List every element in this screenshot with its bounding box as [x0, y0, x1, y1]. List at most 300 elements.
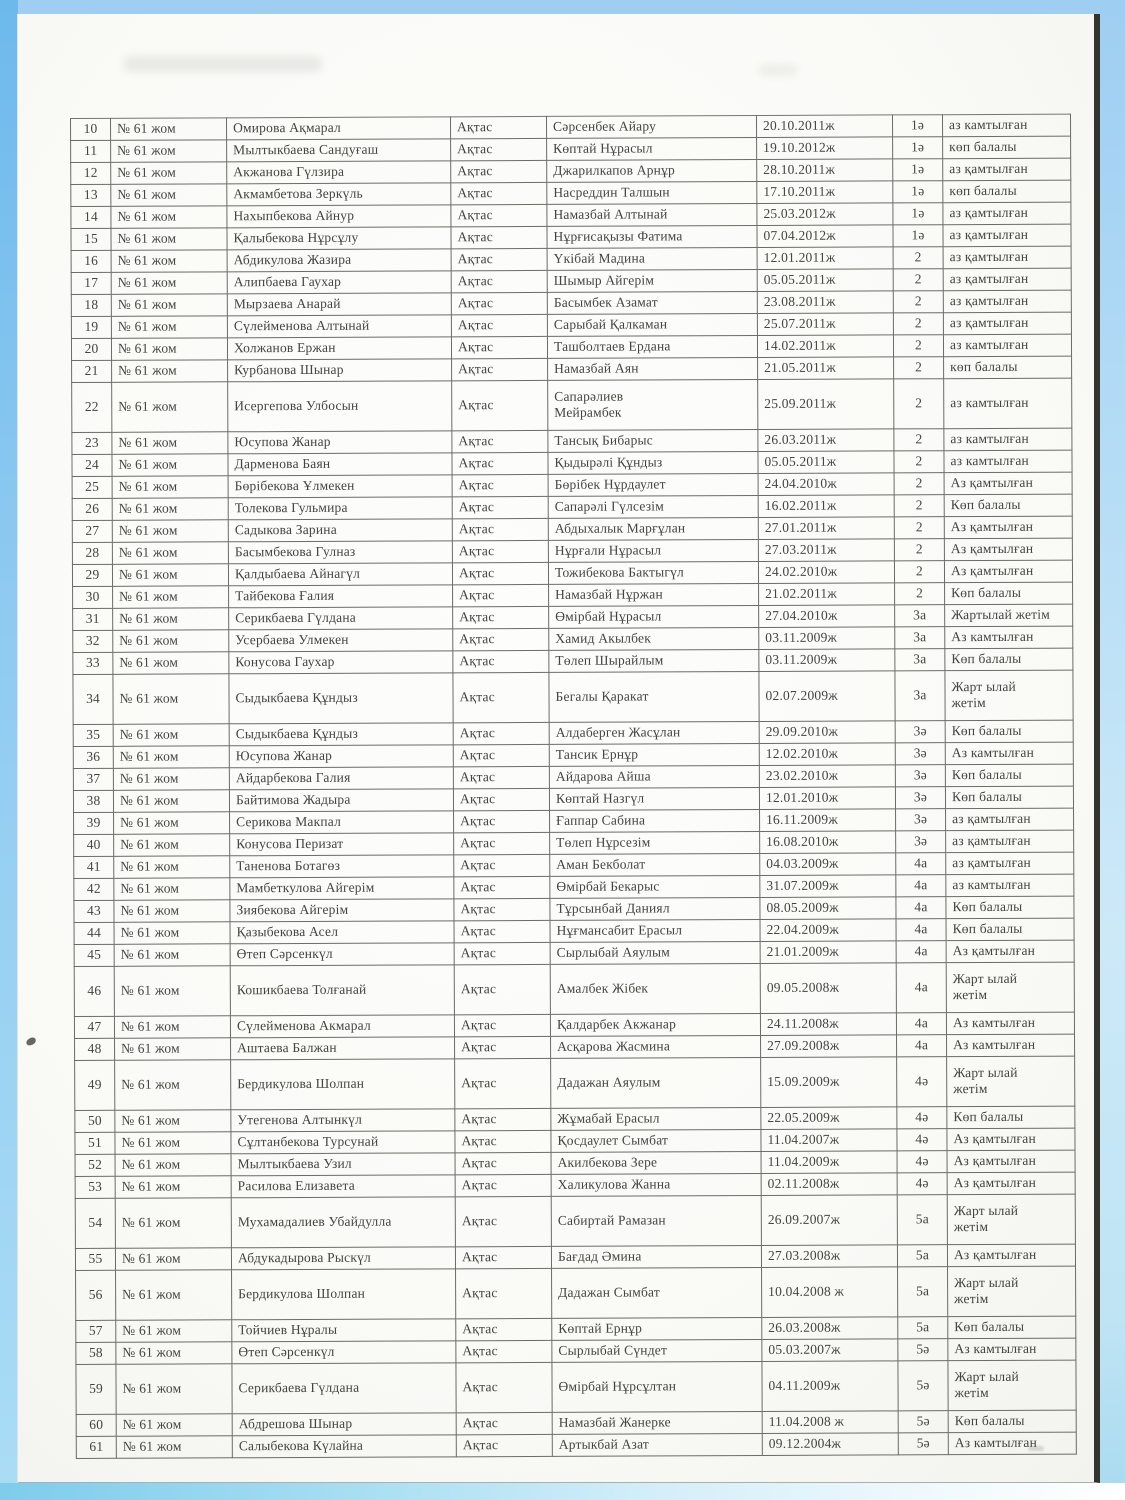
cell-village: Ақтас	[455, 1058, 551, 1108]
cell-status: Көп балалы	[946, 918, 1074, 941]
cell-status: аз қамтылған	[946, 830, 1074, 853]
cell-grade: 3ә	[895, 787, 945, 809]
cell-dob: 14.02.2011ж	[757, 335, 893, 358]
table-row	[74, 962, 1074, 1016]
cell-village: Ақтас	[452, 474, 548, 496]
cell-village: Ақтас	[452, 358, 548, 380]
cell-grade: 4а	[896, 963, 946, 1013]
cell-dob: 15.09.2009ж	[761, 1057, 897, 1108]
cell-school: № 61 жом	[116, 1342, 232, 1365]
cell-grade: 3ә	[895, 721, 945, 743]
cell-village: Ақтас	[452, 430, 548, 452]
cell-parent: Мамбеткулова Айгерім	[230, 877, 454, 900]
cell-parent: Кошикбаева Толғанай	[230, 965, 454, 1016]
cell-status: Жарт ылай жетім	[947, 1056, 1075, 1107]
cell-parent: Таненова Ботагөз	[230, 855, 454, 878]
cell-grade: 2	[893, 269, 943, 291]
cell-n: 15	[71, 228, 111, 250]
cell-n: 41	[74, 856, 114, 878]
cell-status: Аз қамтылған	[947, 1244, 1075, 1267]
cell-parent: Садыкова Зарина	[228, 519, 452, 542]
cell-school: № 61 жом	[111, 206, 227, 229]
cell-school: № 61 жом	[112, 432, 228, 455]
cell-school: № 61 жом	[112, 564, 228, 587]
cell-school: № 61 жом	[112, 476, 228, 499]
cell-dob: 28.10.2011ж	[757, 159, 893, 182]
cell-n: 47	[74, 1016, 114, 1038]
cell-grade: 5ә	[898, 1339, 948, 1361]
cell-grade: 4а	[896, 853, 946, 875]
cell-school: № 61 жом	[112, 542, 228, 565]
cell-village: Ақтас	[451, 292, 547, 314]
cell-child: Төлеп Нұрсезім	[550, 831, 760, 854]
cell-parent: Қазыбекова Асел	[230, 921, 454, 944]
cell-n: 21	[72, 360, 112, 382]
cell-child: Нұрғисақызы Фатима	[547, 226, 757, 249]
cell-grade: 3а	[895, 627, 945, 649]
cell-dob: 16.02.2011ж	[758, 495, 894, 518]
cell-n: 42	[74, 878, 114, 900]
cell-n: 33	[73, 652, 113, 674]
cell-parent: Холжанов Ержан	[227, 337, 451, 360]
cell-n: 18	[71, 294, 111, 316]
cell-status: аз қамтылған	[943, 246, 1071, 269]
cell-grade: 4ә	[897, 1129, 947, 1151]
cell-parent: Абдрешова Шынар	[232, 1413, 456, 1436]
cell-child: Көптай Нұрасыл	[547, 138, 757, 161]
cell-child: Дадажан Аяулым	[551, 1057, 761, 1108]
cell-status: Көп балалы	[945, 720, 1073, 743]
cell-school: № 61 жом	[113, 652, 229, 675]
cell-n: 61	[76, 1436, 116, 1458]
cell-village: Ақтас	[456, 1340, 552, 1362]
cell-status: Аз камтылған	[946, 1012, 1074, 1035]
cell-n: 23	[72, 432, 112, 454]
cell-grade: 4ә	[897, 1151, 947, 1173]
cell-status: аз қамтылған	[943, 202, 1071, 225]
cell-school: № 61 жом	[111, 294, 227, 317]
cell-school: № 61 жом	[114, 856, 230, 879]
table-row	[75, 1056, 1075, 1110]
cell-parent: Утегенова Алтынкүл	[231, 1109, 455, 1132]
cell-child: Намазбай Жанерке	[552, 1411, 762, 1434]
cell-village: Ақтас	[455, 1174, 551, 1196]
cell-child: Бөрібек Нұрдаулет	[548, 474, 758, 497]
cell-n: 36	[73, 746, 113, 768]
cell-child: Халикулова Жанна	[551, 1173, 761, 1196]
cell-parent: Акмамбетова Зеркүль	[227, 183, 451, 206]
cell-dob: 25.07.2011ж	[757, 313, 893, 336]
cell-n: 50	[75, 1110, 115, 1132]
cell-grade: 4ә	[897, 1057, 947, 1107]
cell-status: аз қамтылған	[946, 808, 1074, 831]
cell-status: Көп балалы	[946, 896, 1074, 919]
cell-school: № 61 жом	[116, 1364, 232, 1415]
cell-child: Ғаппар Сабина	[550, 809, 760, 832]
records-table-body	[71, 114, 1077, 1458]
cell-village: Ақтас	[451, 138, 547, 160]
cell-status: Жарт ылай жетім	[946, 962, 1074, 1013]
cell-status: Аз қамтылған	[947, 1150, 1075, 1173]
cell-school: № 61 жом	[115, 1038, 231, 1061]
cell-dob: 21.01.2009ж	[760, 941, 896, 964]
cell-grade: 5а	[898, 1317, 948, 1339]
cell-village: Ақтас	[453, 672, 549, 722]
cell-n: 44	[74, 922, 114, 944]
cell-child: Акилбекова Зере	[551, 1151, 761, 1174]
cell-child: Нұғмансабит Ерасыл	[550, 919, 760, 942]
cell-village: Ақтас	[453, 606, 549, 628]
cell-grade: 1ә	[893, 137, 943, 159]
cell-parent: Бердикулова Шолпан	[232, 1269, 456, 1320]
cell-parent: Усербаева Улмекен	[229, 629, 453, 652]
cell-parent: Серикбаева Гүлдана	[232, 1363, 456, 1414]
cell-village: Ақтас	[451, 182, 547, 204]
cell-dob: 08.05.2009ж	[760, 897, 896, 920]
cell-school: № 61 жом	[115, 1110, 231, 1133]
cell-dob: 27.09.2008ж	[761, 1035, 897, 1058]
cell-status: Аз қамтылған	[947, 1172, 1075, 1195]
cell-status: аз камтылған	[944, 428, 1072, 451]
cell-child: Аман Бекболат	[550, 853, 760, 876]
document-page	[18, 14, 1100, 1483]
cell-child: Қалдарбек Акжанар	[550, 1013, 760, 1036]
cell-child: Амалбек Жібек	[550, 963, 760, 1014]
cell-school: № 61 жом	[114, 900, 230, 923]
cell-status: Аз қамтылған	[947, 1128, 1075, 1151]
cell-dob: 26.03.2008ж	[762, 1317, 898, 1340]
cell-school: № 61 жом	[112, 520, 228, 543]
cell-village: Ақтас	[454, 810, 550, 832]
cell-grade: 2	[894, 357, 944, 379]
cell-child: Көптай Назгүл	[549, 787, 759, 810]
cell-status: Аз камтылған	[947, 1034, 1075, 1057]
cell-n: 35	[73, 724, 113, 746]
cell-status: аз қамтылған	[943, 268, 1071, 291]
cell-child: Бағдад Әмина	[551, 1245, 761, 1268]
cell-child: Дадажан Сымбат	[552, 1267, 762, 1318]
cell-status: Көп балалы	[948, 1316, 1076, 1339]
cell-village: Ақтас	[452, 518, 548, 540]
table-row	[76, 1360, 1076, 1414]
cell-status: Аз қамтылған	[944, 472, 1072, 495]
cell-n: 37	[73, 768, 113, 790]
cell-n: 30	[73, 586, 113, 608]
cell-parent: Сыдыкбаева Құндыз	[229, 673, 453, 724]
cell-grade: 4ә	[897, 1107, 947, 1129]
cell-school: № 61 жом	[113, 608, 229, 631]
cell-status: Көп балалы	[945, 648, 1073, 671]
cell-n: 59	[76, 1364, 116, 1414]
cell-school: № 61 жом	[112, 498, 228, 521]
cell-status: Жарт ылай жетім	[948, 1266, 1076, 1317]
cell-dob: 27.04.2010ж	[759, 605, 895, 628]
cell-dob: 20.10.2011ж	[756, 115, 892, 138]
cell-parent: Конусова Перизат	[230, 833, 454, 856]
cell-grade: 2	[895, 583, 945, 605]
cell-school: № 61 жом	[114, 966, 230, 1017]
cell-village: Ақтас	[452, 380, 548, 430]
cell-child: Тансық Бибарыс	[548, 430, 758, 453]
cell-dob: 16.11.2009ж	[760, 809, 896, 832]
cell-dob: 27.01.2011ж	[758, 517, 894, 540]
cell-village: Ақтас	[451, 270, 547, 292]
cell-dob: 26.09.2007ж	[761, 1195, 897, 1246]
cell-n: 10	[71, 118, 111, 140]
cell-village: Ақтас	[455, 1130, 551, 1152]
cell-dob: 12.01.2010ж	[759, 787, 895, 810]
cell-parent: Конусова Гаухар	[229, 651, 453, 674]
cell-grade: 3а	[895, 605, 945, 627]
cell-status: аз қамтылған	[943, 312, 1071, 335]
cell-n: 54	[75, 1198, 115, 1248]
cell-dob: 03.11.2009ж	[759, 649, 895, 672]
cell-status: аз камтылған	[946, 874, 1074, 897]
cell-status: аз қамтылған	[943, 158, 1071, 181]
cell-child: Абдыхалык Марғұлан	[548, 518, 758, 541]
cell-dob: 27.03.2011ж	[758, 539, 894, 562]
cell-dob: 19.10.2012ж	[757, 137, 893, 160]
cell-dob: 11.04.2008 ж	[762, 1411, 898, 1434]
cell-parent: Басымбекова Гулназ	[228, 541, 452, 564]
cell-village: Ақтас	[454, 964, 550, 1014]
cell-dob: 09.05.2008ж	[760, 963, 896, 1014]
cell-village: Ақтас	[456, 1362, 552, 1412]
cell-status: аз камтылған	[942, 114, 1070, 137]
cell-parent: Мырзаева Анарай	[227, 293, 451, 316]
cell-status: Аз камтылған	[948, 1432, 1076, 1455]
cell-school: № 61 жом	[111, 250, 227, 273]
cell-child: Намазбай Нұржан	[549, 584, 759, 607]
cell-child: Хамид Акылбек	[549, 627, 759, 650]
cell-parent: Юсупова Жанар	[228, 431, 452, 454]
cell-school: № 61 жом	[114, 878, 230, 901]
cell-child: Сабиртай Рамазан	[551, 1195, 761, 1246]
cell-parent: Өтеп Сәрсенкүл	[232, 1341, 456, 1364]
cell-grade: 3а	[895, 671, 945, 721]
cell-status: аз қамтылған	[943, 290, 1071, 313]
cell-status: аз камтылған	[944, 378, 1072, 429]
cell-child: Алдаберген Жасұлан	[549, 721, 759, 744]
cell-dob: 27.03.2008ж	[761, 1245, 897, 1268]
cell-school: № 61 жом	[116, 1414, 232, 1437]
cell-grade: 5а	[897, 1195, 947, 1245]
cell-parent: Салыбекова Күлайна	[232, 1435, 456, 1458]
cell-dob: 24.02.2010ж	[758, 561, 894, 584]
cell-status: Жарт ылай жетім	[947, 1194, 1075, 1245]
cell-school: № 61 жом	[113, 768, 229, 791]
cell-child: Насреддин Талшын	[547, 182, 757, 205]
cell-village: Ақтас	[451, 160, 547, 182]
cell-school: № 61 жом	[113, 630, 229, 653]
table-row	[73, 670, 1073, 724]
cell-child: Өмірбай Бекарыс	[550, 875, 760, 898]
cell-n: 43	[74, 900, 114, 922]
cell-child: Намазбай Алтынай	[547, 204, 757, 227]
cell-grade: 3ә	[895, 743, 945, 765]
cell-school: № 61 жом	[111, 140, 227, 163]
cell-n: 14	[71, 206, 111, 228]
cell-parent: Сұлтанбекова Турсунай	[231, 1131, 455, 1154]
cell-child: Тожибекова Бактыгүл	[548, 562, 758, 585]
cell-parent: Серикова Макпал	[230, 811, 454, 834]
cell-village: Ақтас	[456, 1318, 552, 1340]
cell-n: 26	[72, 498, 112, 520]
cell-dob: 04.03.2009ж	[760, 853, 896, 876]
cell-parent: Зиябекова Айгерім	[230, 899, 454, 922]
cell-n: 38	[73, 790, 113, 812]
cell-school: № 61 жом	[115, 1132, 231, 1155]
cell-school: № 61 жом	[111, 316, 227, 339]
records-table-wrap	[70, 114, 1077, 1459]
cell-dob: 23.08.2011ж	[757, 291, 893, 314]
cell-village: Ақтас	[451, 226, 547, 248]
cell-dob: 05.05.2011ж	[758, 451, 894, 474]
cell-grade: 2	[894, 539, 944, 561]
cell-parent: Серикбаева Гүлдана	[229, 607, 453, 630]
cell-n: 51	[75, 1132, 115, 1154]
cell-village: Ақтас	[454, 832, 550, 854]
cell-village: Ақтас	[454, 942, 550, 964]
cell-parent: Қалыбекова Нұрсұлу	[227, 227, 451, 250]
cell-child: Айдарова Айша	[549, 765, 759, 788]
cell-dob: 25.03.2012ж	[757, 203, 893, 226]
cell-grade: 3ә	[895, 765, 945, 787]
cell-dob: 26.03.2011ж	[758, 429, 894, 452]
cell-village: Ақтас	[451, 204, 547, 226]
cell-grade: 5а	[898, 1267, 948, 1317]
cell-n: 16	[71, 250, 111, 272]
cell-n: 57	[76, 1320, 116, 1342]
cell-village: Ақтас	[452, 562, 548, 584]
cell-school: № 61 жом	[116, 1436, 232, 1459]
cell-school: № 61 жом	[111, 338, 227, 361]
cell-parent: Бөрібекова Ұлмекен	[228, 475, 452, 498]
cell-n: 28	[72, 542, 112, 564]
cell-n: 20	[71, 338, 111, 360]
cell-dob: 21.05.2011ж	[758, 357, 894, 380]
cell-grade: 2	[894, 561, 944, 583]
cell-school: № 61 жом	[112, 454, 228, 477]
cell-village: Ақтас	[454, 854, 550, 876]
cell-village: Ақтас	[456, 1434, 552, 1456]
cell-school: № 61 жом	[113, 586, 229, 609]
cell-school: № 61 жом	[115, 1176, 231, 1199]
cell-dob: 22.04.2009ж	[760, 919, 896, 942]
table-row	[75, 1194, 1075, 1248]
cell-grade: 5а	[897, 1245, 947, 1267]
cell-child: Сапарәлиев Мейрамбек	[548, 380, 758, 431]
cell-parent: Курбанова Шынар	[228, 359, 452, 382]
cell-parent: Омирова Ақмарал	[227, 117, 451, 140]
cell-child: Тансик Ернұр	[549, 743, 759, 766]
cell-child: Асқарова Жасмина	[551, 1035, 761, 1058]
cell-parent: Алипбаева Гаухар	[227, 271, 451, 294]
cell-grade: 2	[894, 379, 944, 429]
cell-child: Намазбай Аян	[548, 358, 758, 381]
cell-n: 24	[72, 454, 112, 476]
cell-n: 19	[71, 316, 111, 338]
cell-school: № 61 жом	[111, 162, 227, 185]
cell-parent: Абдукадырова Рыскүл	[231, 1247, 455, 1270]
cell-village: Ақтас	[453, 628, 549, 650]
cell-parent: Сүлейменова Акмарал	[230, 1015, 454, 1038]
cell-child: Нұрғали Нұрасыл	[548, 540, 758, 563]
cell-grade: 3ә	[896, 831, 946, 853]
cell-village: Ақтас	[454, 1014, 550, 1036]
cell-village: Ақтас	[451, 314, 547, 336]
cell-dob: 23.02.2010ж	[759, 765, 895, 788]
cell-n: 40	[74, 834, 114, 856]
cell-n: 45	[74, 944, 114, 966]
cell-parent: Толекова Гульмира	[228, 497, 452, 520]
table-row	[72, 378, 1072, 432]
cell-grade: 4а	[897, 1035, 947, 1057]
cell-child: Өмірбай Нұрсұлтан	[552, 1361, 762, 1412]
cell-parent: Юсупова Жанар	[229, 745, 453, 768]
cell-status: көп балалы	[944, 356, 1072, 379]
cell-n: 29	[72, 564, 112, 586]
cell-n: 53	[75, 1176, 115, 1198]
table-row	[76, 1266, 1076, 1320]
cell-status: Аз қамтылған	[944, 516, 1072, 539]
cell-dob: 12.01.2011ж	[757, 247, 893, 270]
cell-child: Өмірбай Нұрасыл	[549, 605, 759, 628]
cell-child: Бегалы Қаракат	[549, 671, 759, 722]
cell-child: Сәрсенбек Айару	[546, 116, 756, 139]
cell-school: № 61 жом	[113, 790, 229, 813]
scan-bottom-band	[0, 1483, 1125, 1500]
cell-parent: Абдикулова Жазира	[227, 249, 451, 272]
cell-n: 55	[75, 1248, 115, 1270]
cell-village: Ақтас	[454, 898, 550, 920]
cell-status: аз қамтылған	[946, 852, 1074, 875]
cell-school: № 61 жом	[111, 272, 227, 295]
cell-village: Ақтас	[451, 336, 547, 358]
cell-grade: 2	[894, 473, 944, 495]
cell-parent: Қалдыбаева Айнагүл	[228, 563, 452, 586]
cell-village: Ақтас	[453, 766, 549, 788]
cell-school: № 61 жом	[111, 118, 227, 141]
cell-n: 52	[75, 1154, 115, 1176]
cell-status: Көп балалы	[945, 582, 1073, 605]
cell-child: Көптай Ернұр	[552, 1317, 762, 1340]
cell-village: Ақтас	[453, 744, 549, 766]
cell-status: Аз камтылған	[945, 742, 1073, 765]
cell-grade: 4а	[896, 919, 946, 941]
cell-grade: 1ә	[893, 181, 943, 203]
cell-child: Жұмабай Ерасыл	[551, 1107, 761, 1130]
cell-school: № 61 жом	[111, 184, 227, 207]
cell-school: № 61 жом	[116, 1320, 232, 1343]
cell-grade: 2	[893, 335, 943, 357]
cell-parent: Мылтыкбаева Узил	[231, 1153, 455, 1176]
cell-n: 49	[75, 1060, 115, 1110]
cell-child: Шымыр Айгерім	[547, 270, 757, 293]
cell-status: көп балалы	[943, 136, 1071, 159]
cell-parent: Айдарбекова Галия	[229, 767, 453, 790]
cell-parent: Бердикулова Шолпан	[231, 1059, 455, 1110]
cell-school: № 61 жом	[115, 1248, 231, 1271]
cell-school: № 61 жом	[116, 1270, 232, 1321]
cell-grade: 2	[894, 517, 944, 539]
cell-status: Аз камтылған	[945, 626, 1073, 649]
cell-school: № 61 жом	[113, 724, 229, 747]
cell-village: Ақтас	[456, 1412, 552, 1434]
cell-school: № 61 жом	[114, 922, 230, 945]
cell-grade: 4а	[896, 875, 946, 897]
cell-n: 39	[74, 812, 114, 834]
